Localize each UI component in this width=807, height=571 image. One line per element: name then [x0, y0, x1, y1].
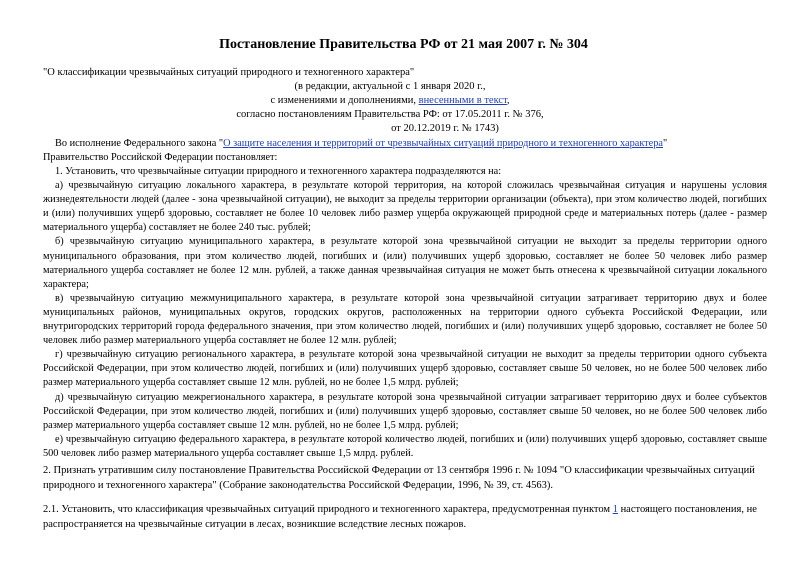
classification-list — [43, 165, 767, 461]
document-name: "О классификации чрезвычайных ситуаций природного и техногенного характера" — [43, 67, 415, 78]
changes-prefix: с изменениями и дополнениями, — [270, 95, 419, 106]
point-1-link[interactable]: 1 — [612, 504, 618, 515]
item-2-text: 2. Признать утратившим силу постановление Правительства Российской Федерации от 13 сентября 1996 г. № 1094 "О классификации чрезвычайных ситуаций природного и техногенного характера" (Собрание законодательства Российской Федерации, 1996, № 39, ст. 4563). — [43, 465, 755, 491]
item-2-1-suffix: настоящего постановления, не распространяется на чрезвычайные ситуации в лесах, возникшие вследствие лесных пожаров. — [43, 504, 757, 530]
item-2-1 — [43, 502, 763, 532]
intro-prefix: Во исполнение Федерального закона " — [55, 138, 224, 149]
law-link[interactable]: О защите населения и территорий от чрезвычайных ситуаций природного и техногенного характера — [223, 138, 663, 149]
changes-line — [160, 94, 620, 108]
changes-suffix: , — [506, 95, 510, 106]
item-2 — [43, 463, 763, 493]
paragraph-b: б) чрезвычайную ситуацию муниципального характера, в результате которой зона чрезвычайной ситуации не выходит за пределы территории одного муниципального образования, при этом количество людей, погибших и (или) получивших ущерб здоровью, составляет не более 50 человек либо размер материального ущерба составляет не более 12 млн. рублей, а также данная чрезвычайная ситуация не может быть отнесена к чрезвычайной ситуации локального характера; — [43, 236, 767, 290]
intro-suffix: " — [662, 138, 668, 149]
paragraph-1: 1. Установить, что чрезвычайные ситуации природного и техногенного характера подразделяются на: — [55, 166, 502, 177]
edition-line: (в редакции, актуальной с 1 января 2020 г., — [294, 81, 486, 92]
paragraph-v: в) чрезвычайную ситуацию межмуниципального характера, в результате которой зона чрезвычайной ситуации затрагивает территорию двух и более муниципальных районов, муниципальных округов, городских округов, расположенных на территории одного субъекта Российской Федерации, или внутригородских территорий города федерального значения, при этом количество людей, погибших и (или) получивших ущерб здоровью, составляет не более 50 человек либо размер материального ущерба составляет не более 12 млн. рублей; — [43, 292, 767, 347]
document-title: Постановление Правительства РФ от 21 мая 2007 г. № 304 — [219, 37, 588, 52]
paragraph-e: е) чрезвычайную ситуацию федерального характера, в результате которой количество людей, погибших и (или) получивших ущерб здоровью, составляет свыше 500 человек либо размер материального ущерба составляет свыше 1,5 млрд. рублей. — [43, 433, 767, 459]
paragraph-g: г) чрезвычайную ситуацию регионального характера, в результате которой зона чрезвычайной ситуации не выходит за пределы территории одного субъекта Российской Федерации, при этом количество людей, погибших и (или) получивших ущерб здоровью, составляет свыше 50 человек, но не более 500 человек либо размер материального ущерба составляет свыше 12 млн. рублей, но не более 1,5 млрд. рублей; — [43, 349, 767, 389]
intro-paragraph — [43, 137, 767, 165]
edition-note — [160, 80, 620, 136]
second-date-line: от 20.12.2019 г. № 1743) — [391, 123, 499, 134]
item-2-1-prefix: 2.1. Установить, что классификация чрезвычайных ситуаций природного и техногенного характера, предусмотренная пунктом — [43, 504, 613, 515]
agreed-line: согласно постановлениям Правительства РФ: от 17.05.2011 г. № 376, — [236, 109, 544, 120]
paragraph-d: д) чрезвычайную ситуацию межрегионального характера, в результате которой зона чрезвычайной ситуации затрагивает территорию двух и более субъектов Российской Федерации, при этом количество людей, погибших и (или) получивших ущерб здоровью, составляет свыше 50 человек, но не более 500 человек либо размер материального ущерба составляет свыше 12 млн. рублей, но не более 1,5 млрд. рублей; — [43, 391, 767, 431]
paragraph-a: а) чрезвычайную ситуацию локального характера, в результате которой территория, на которой сложилась чрезвычайная ситуация и нарушены условия жизнедеятельности людей (далее - зона чрезвычайной ситуации), не выходит за пределы территории организации (объекта), при этом количество людей, погибших и (или) получивших ущерб здоровью, составляет не более 10 человек либо размер ущерба окружающей природной среде и материальных потерь (далее - размер материального ущерба) составляет не более 240 тыс. рублей; — [43, 180, 767, 234]
changes-link[interactable]: внесенными в текст — [418, 95, 507, 106]
intro-line2: Правительство Российской Федерации постановляет: — [43, 152, 278, 164]
